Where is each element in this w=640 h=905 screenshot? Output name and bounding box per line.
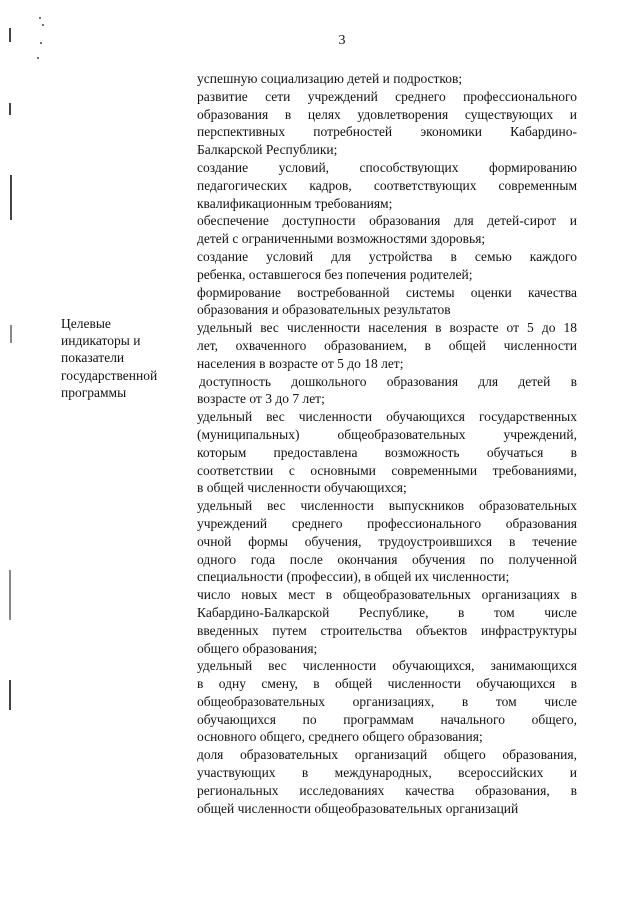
scan-speck	[42, 24, 44, 26]
section-content	[197, 70, 577, 817]
text-line: доля образовательных организаций общего образования,	[197, 747, 577, 763]
text-line: общей численности общеобразовательных организаций	[197, 800, 519, 816]
text-line: создание условий для устройства в семью каждого	[197, 248, 577, 264]
text-line: Балкарской Республики;	[197, 142, 338, 158]
text-line: создание условий, способствующих формированию	[197, 159, 577, 175]
text-line: очной формы обучения, трудоустроившихся в течение	[197, 533, 577, 549]
text-line: в одну смену, в общей численности обучающихся в	[197, 676, 577, 692]
text-line: квалификационным требованиям;	[197, 195, 393, 211]
text-line: удельный вес численности выпускников образовательных	[197, 498, 577, 514]
scan-edge-line	[10, 175, 12, 220]
section-label-line: программы	[61, 384, 127, 400]
text-line: обучающихся по программам начального общего,	[197, 711, 577, 727]
text-line: число новых мест в общеобразовательных организациях в	[197, 587, 577, 603]
text-line: образования в целях удовлетворения существующих и	[197, 106, 577, 122]
scan-speck	[37, 57, 39, 59]
scan-speck	[40, 42, 42, 44]
page-number: 3	[338, 33, 346, 48]
text-line: успешную социализацию детей и подростков;	[197, 71, 463, 86]
text-line: удельный вес численности населения в возрасте от 5 до 18	[197, 320, 577, 336]
text-line: (муниципальных) общеобразовательных учреждений,	[197, 426, 577, 442]
text-line: введенных путем строительства объектов инфраструктуры	[197, 622, 577, 638]
scan-edge-line	[10, 325, 12, 343]
text-line: удельный вес численности обучающихся государственных	[197, 409, 577, 425]
text-line: населения в возрасте от 5 до 18 лет;	[197, 355, 404, 371]
section-label-line: Целевые	[61, 316, 111, 331]
scan-edge-line	[9, 103, 11, 115]
scan-edge-line	[9, 28, 11, 42]
section-label	[61, 315, 196, 401]
text-line: удельный вес численности обучающихся, занимающихся	[197, 658, 577, 674]
text-line: обеспечение доступности образования для детей-сирот и	[197, 213, 577, 229]
text-line: которым предоставлена возможность обучаться в	[197, 444, 577, 460]
scan-edge-line	[9, 570, 11, 620]
text-line: формирование востребованной системы оценки качества	[197, 284, 577, 300]
text-line: доступность дошкольного образования для детей в	[199, 373, 577, 389]
text-line: специальности (профессии), в общей их численности;	[197, 569, 510, 585]
text-line: возрасте от 3 до 7 лет;	[197, 391, 325, 407]
text-line: участвующих в международных, всероссийских и	[197, 765, 577, 781]
text-line: в общей численности обучающихся;	[197, 480, 407, 496]
text-line: перспективных потребностей экономики Кабардино-	[197, 124, 577, 140]
text-line: учреждений среднего профессионального образования	[197, 515, 577, 531]
text-line: образования и образовательных результатов	[197, 302, 451, 318]
text-line: лет, охваченного образованием, в общей численности	[197, 337, 577, 353]
text-line: общеобразовательных организациях, в том числе	[197, 693, 577, 709]
scan-edge-line	[9, 680, 11, 710]
text-line: соответствии с основными современными требованиями,	[197, 462, 577, 478]
text-line: развитие сети учреждений среднего профессионального	[197, 88, 577, 104]
scan-speck	[39, 17, 41, 19]
text-line: детей с ограниченными возможностями здоровья;	[197, 231, 486, 247]
text-line: Кабардино-Балкарской Республике, в том числе	[197, 604, 577, 620]
text-line: ребенка, оставшегося без попечения родителей;	[197, 266, 473, 282]
section-label-line: показатели	[61, 350, 125, 366]
text-line: общего образования;	[197, 640, 318, 656]
section-label-line: индикаторы и	[61, 333, 141, 349]
text-line: одного года после окончания обучения по полученной	[197, 551, 577, 567]
text-line: педагогических кадров, соответствующих современным	[197, 177, 577, 193]
text-line: основного общего, среднего общего образования;	[197, 729, 483, 745]
text-line: региональных исследованиях качества образования, в	[197, 782, 577, 798]
section-label-line: государственной	[61, 367, 158, 383]
